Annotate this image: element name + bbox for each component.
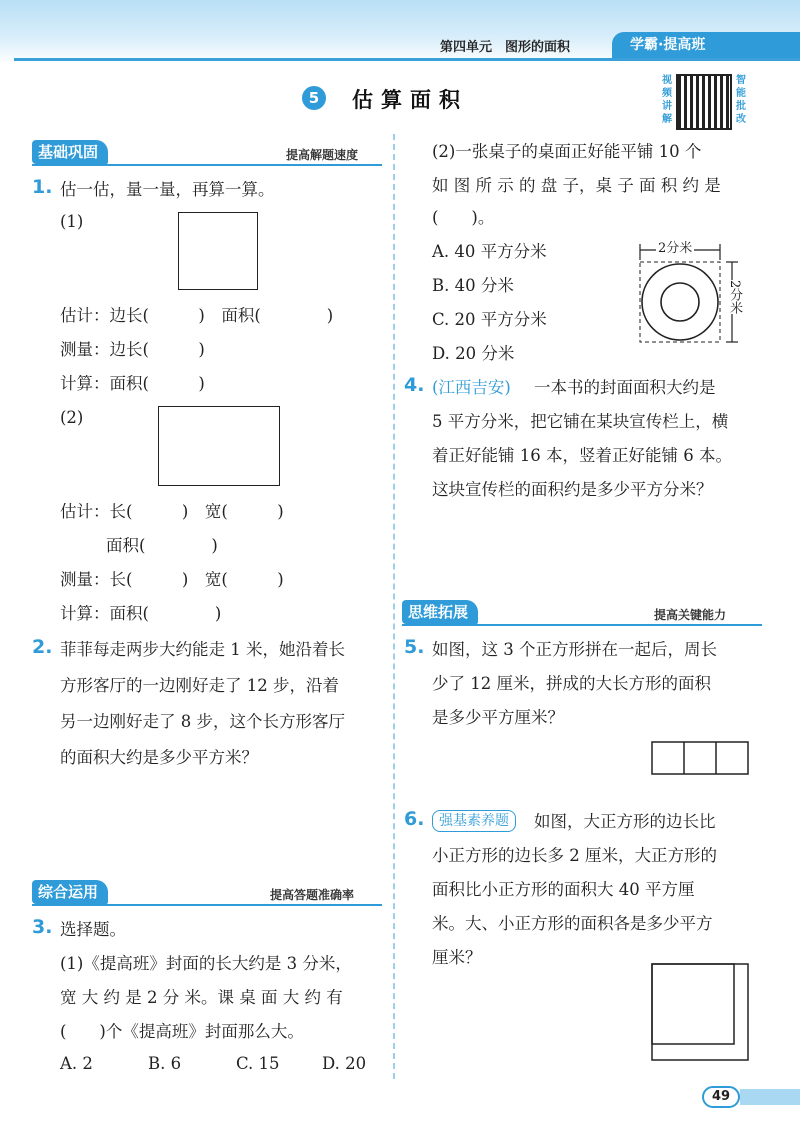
q1-part2-estimate-area: 面积( ) [106,536,218,555]
q6-line: 如图，大正方形的边长比 [534,812,716,831]
q2-line: 的面积大约是多少平方米？ [60,748,258,767]
q5-line: 少了 12 厘米，拼成的大长方形的面积 [432,674,711,693]
q1-part1-estimate: 估计：边长( ) 面积( ) [60,306,334,325]
bounding-square [640,262,720,342]
plate-side-dimension-label: 2分米 [727,280,742,315]
section-note-thinking: 提高关键能力 [654,608,727,622]
q1-part1-measure: 测量：边长( ) [60,340,205,359]
q3-part1-line: 宽 大 约 是 2 分 米。课 桌 面 大 约 有 [60,988,343,1007]
q3-part1-option-d: D. 20 [322,1054,367,1073]
qr-left-caption: 视频讲解 [662,75,672,125]
q6-line: 小正方形的边长多 2 厘米，大正方形的 [432,846,717,865]
lesson-title: 估算面积 [352,88,468,112]
q3-part1-option-b: B. 6 [148,1054,182,1073]
q1-part1-compute: 计算：面积( ) [60,374,205,393]
q4-line: 一本书的封面面积大约是 [534,378,716,397]
q6-line: 面积比小正方形的面积大 40 平方厘 [432,880,695,899]
q3-part1-line: (1)《提高班》封面的长大约是 3 分米， [60,954,352,973]
brand-label: 学霸·提高班 [612,32,800,58]
q3-part2-option-a: A. 40 平方分米 [432,242,547,261]
q1-part2-measure: 测量：长( ) 宽( ) [60,570,284,589]
q5-line: 是多少平方厘米？ [432,708,564,727]
q6-tag: 强基素养题 [432,810,516,832]
question-1-stem: 估一估，量一量，再算一算。 [60,180,275,199]
q3-part1-line: ( )个《提高班》封面那么大。 [60,1022,304,1041]
q1-part2-estimate: 估计：长( ) 宽( ) [60,502,284,521]
q2-line: 方形客厅的一边刚好走了 12 步，沿着 [60,676,339,695]
section-tag-thinking: 思维拓展 [402,600,478,624]
q2-line: 菲菲每走两步大约能走 1 米，她沿着长 [60,640,345,659]
q4-line: 5 平方分米，把它铺在某块宣传栏上，横 [432,412,729,431]
section-tag-basic: 基础巩固 [32,140,108,164]
section-note-basic: 提高解题速度 [286,148,359,162]
q5-line: 如图，这 3 个正方形拼在一起后，周长 [432,640,717,659]
header-rule [14,58,800,61]
q4-region-tag: (江西吉安) [432,378,511,397]
nested-squares-figure [650,962,750,1064]
unit-title: 第四单元 图形的面积 [440,40,571,55]
q2-line: 另一边刚好走了 8 步，这个长方形客厅 [60,712,345,731]
plate-top-dimension-label: 2分米 [658,241,693,256]
q3-part2-option-c: C. 20 平方分米 [432,310,547,329]
section-note-comprehensive: 提高答题准确率 [270,888,355,902]
qr-right-caption: 智能批改 [736,75,746,125]
question-4-number: 4. [404,374,425,396]
q3-part2-option-d: D. 20 分米 [432,344,515,363]
column-divider [393,134,395,1079]
q3-part2-option-b: B. 40 分米 [432,276,514,295]
q3-part2-line: (2)一张桌子的桌面正好能平铺 10 个 [432,142,702,161]
q1-part1-label: (1) [60,212,84,231]
question-6-number: 6. [404,808,425,830]
rectangle-figure [158,406,280,486]
q6-line: 米。大、小正方形的面积各是多少平方 [432,914,713,933]
page-number: 49 [702,1086,740,1108]
section-rule-basic [32,164,382,166]
plate-inner-circle [661,283,699,321]
q3-part2-line: 如 图 所 示 的 盘 子，桌 子 面 积 约 是 [432,176,721,195]
plate-outer-circle [642,264,718,340]
q4-line: 着正好能铺 16 本，竖着正好能铺 6 本。 [432,446,732,465]
question-3-stem: 选择题。 [60,920,126,939]
square-figure [178,212,258,290]
question-5-number: 5. [404,636,425,658]
question-1-number: 1. [32,176,53,198]
lesson-number-badge: 5 [302,86,326,110]
q3-part1-option-a: A. 2 [60,1054,93,1073]
question-2-number: 2. [32,636,53,658]
three-squares-figure [650,740,750,778]
section-rule-thinking [402,624,762,626]
small-square [652,964,734,1044]
qr-code-icon[interactable] [676,74,732,130]
section-tag-comprehensive: 综合运用 [32,880,108,904]
qr-code-block[interactable] [662,74,772,132]
question-3-number: 3. [32,916,53,938]
section-rule-comprehensive [32,904,382,906]
q3-part2-line: ( )。 [432,208,495,227]
q3-part1-option-c: C. 15 [236,1054,280,1073]
q6-line: 厘米？ [432,948,482,967]
q1-part2-label: (2) [60,408,84,427]
q4-line: 这块宣传栏的面积约是多少平方分米？ [432,480,713,499]
page-number-bar [740,1089,800,1105]
q1-part2-compute: 计算：面积( ) [60,604,222,623]
